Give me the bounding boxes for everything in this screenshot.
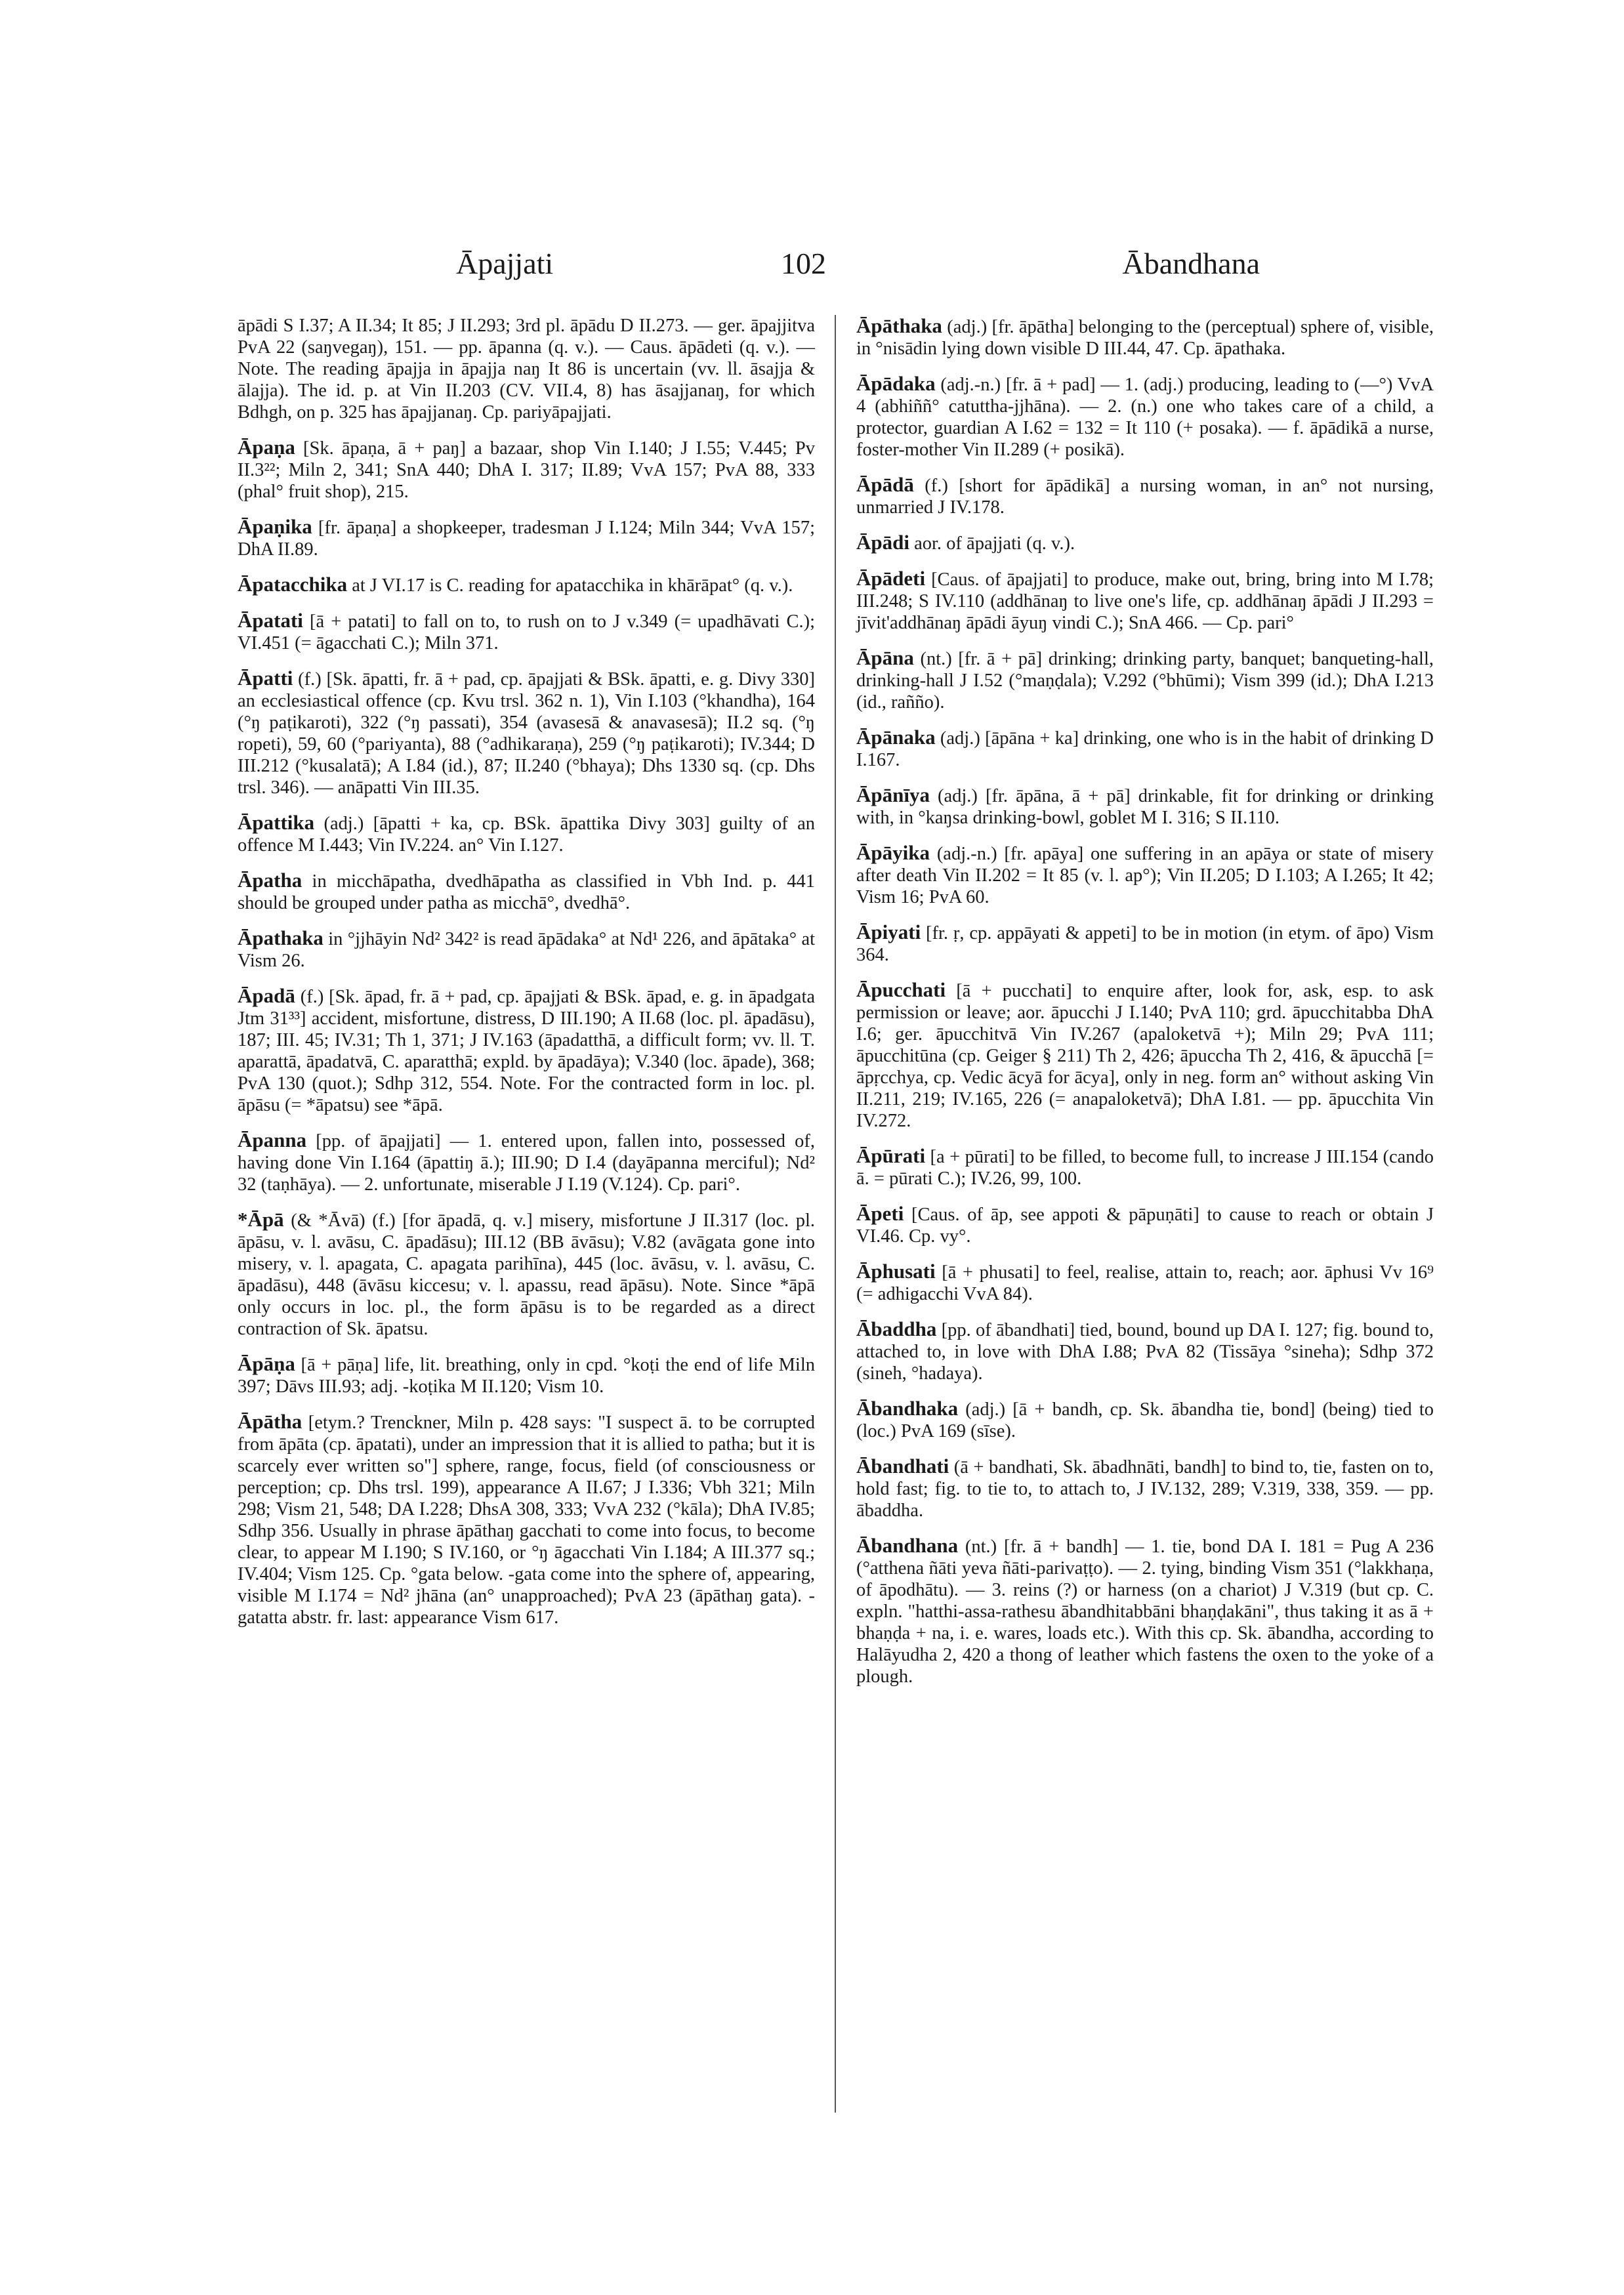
entry-text: (adj.-n.) [fr. ā + pad] — 1. (adj.) producing, leading to (—°) VvA 4 (abhiññ° catuttha-jjhāna). — 2. (n.) one who takes care of a child, a protector, guardian A I.62 = 132 = It 110 (+ posaka). — f. āpādikā a nurse, foster-mother Vin II.289 (+ posikā).	[856, 375, 1434, 460]
entry-text: (adj.) [ā + bandh, cp. Sk. ābandha tie, bond] (being) tied to (loc.) PvA 169 (sīse).	[856, 1399, 1434, 1441]
dictionary-entry	[238, 573, 815, 596]
dictionary-entry	[238, 1129, 815, 1195]
dictionary-entry	[856, 1535, 1434, 1687]
dictionary-entry	[238, 436, 815, 503]
entry-headword: Āpūrati	[856, 1144, 926, 1167]
dictionary-entry	[238, 869, 815, 914]
left-column	[238, 315, 815, 1642]
entry-text: aor. of āpajjati (q. v.).	[914, 533, 1075, 554]
entry-text: (adj.-n.) [fr. apāya] one suffering in an apāya or state of misery after death Vin II.202 = It 85 (v. l. ap°); Vin II.205; D I.103; A I.265; It 42; Vism 16; PvA 60.	[856, 844, 1434, 907]
entry-text: [Caus. of āpajjati] to produce, make out, bring, bring into M I.78; III.248; S IV.110 (addhānaŋ to live one's life, cp. addhānaŋ āpādi J II.293 = jīvit'addhānaŋ āpādi āyuŋ vindi C.); SnA 466. — Cp. pari°	[856, 569, 1434, 633]
dictionary-entry	[238, 315, 815, 423]
entry-text: (adj.) [āpāna + ka] drinking, one who is in the habit of drinking D I.167.	[856, 728, 1434, 770]
entry-headword: Āpādeti	[856, 567, 926, 590]
entry-text: (nt.) [fr. ā + pā] drinking; drinking party, banquet; banqueting-hall, drinking-hall J I.52 (°maṇḍala); V.292 (°bhūmi); Vism 399 (id.); DhA I.213 (id., rañño).	[856, 649, 1434, 713]
dictionary-entry	[856, 1318, 1434, 1384]
dictionary-entry	[238, 516, 815, 560]
dictionary-entry	[856, 1260, 1434, 1305]
dictionary-entry	[238, 667, 815, 798]
dictionary-entry	[856, 921, 1434, 966]
entry-headword: Āpattika	[238, 811, 315, 834]
dictionary-entry	[856, 1455, 1434, 1521]
entry-headword: Āpatha	[238, 869, 302, 892]
entry-text: [ā + patati] to fall on to, to rush on to J v.349 (= upadhāvati C.); VI.451 (= āgacchati C.); Miln 371.	[238, 611, 815, 653]
entry-headword: Āpāṇa	[238, 1352, 295, 1375]
entry-headword: Āpānaka	[856, 726, 936, 749]
entry-headword: Āpadā	[238, 984, 295, 1007]
dictionary-entry	[238, 812, 815, 856]
entry-text: [fr. āpaṇa] a shopkeeper, tradesman J I.124; Miln 344; VvA 157; DhA II.89.	[238, 518, 816, 560]
entry-text: (& *Āvā) (f.) [for āpadā, q. v.] misery, misfortune J II.317 (loc. pl. āpāsu, v. l. avāsu, C. āpadāsu); III.12 (BB āvāsu); V.82 (avāgata gone into misery, v. l. apagata, C. apagata parihīna), 445 (loc. āvāsu, v. l. avāsu, C. āpadāsu), 448 (āvāsu kiccesu; v. l. apassu, read āpāsu). Note. Since *āpā only occurs in loc. pl., the form āpāsu is to be regarded as a direct contraction of Sk. āpatsu.	[238, 1210, 815, 1339]
entry-headword: Āpāthaka	[856, 314, 942, 337]
entry-headword: Āpādi	[856, 531, 909, 554]
entry-text: (adj.) [āpatti + ka, cp. BSk. āpattika Divy 303] guilty of an offence M I.443; Vin IV.224. an° Vin I.127.	[238, 814, 816, 856]
entry-text: (f.) [Sk. āpatti, fr. ā + pad, cp. āpajjati & BSk. āpatti, e. g. Divy 330] an ecclesiastical offence (cp. Kvu trsl. 362 n. 1), Vin I.103 (°khandha), 164 (°ŋ paṭikaroti), 322 (°ŋ passati), 354 (avasesā & anavasesā); II.2 sq. (°ŋ ropeti), 59, 60 (°pariyanta), 88 (°adhikaraṇa), 259 (°ŋ paṭikaroti); IV.344; D III.212 (°kusalatā); A I.84 (id.), 87; II.240 (°bhaya); Dhs 1330 sq. (cp. Dhs trsl. 346). — anāpatti Vin III.35.	[238, 669, 815, 798]
header-left-guideword: Āpajjati	[456, 247, 554, 280]
dictionary-entry	[856, 842, 1434, 908]
dictionary-entry	[238, 1353, 815, 1397]
dictionary-entry	[856, 373, 1434, 461]
entry-text: in °jjhāyin Nd² 342² is read āpādaka° at Nd¹ 226, and āpātaka° at Vism 26.	[238, 929, 816, 971]
entry-text: in micchāpatha, dvedhāpatha as classified in Vbh Ind. p. 441 should be grouped under patha as micchā°, dvedhā°.	[238, 871, 816, 913]
entry-text: (ā + bandhati, Sk. ābadhnāti, bandh] to bind to, tie, fasten on to, hold fast; fig. to tie to, to attach to, J IV.132, 289; V.319, 338, 359. — pp. ābaddha.	[856, 1457, 1434, 1521]
entry-headword: Ābandhaka	[856, 1397, 959, 1420]
entry-text: āpādi S I.37; A II.34; It 85; J II.293; 3rd pl. āpādu D II.273. — ger. āpajjitva PvA 22 (saŋvegaŋ), 151. — pp. āpanna (q. v.). — Caus. āpādeti (q. v.). — Note. The reading āpajja in āpajja naŋ It 86 is uncertain (vv. ll. āsajja & ālajja). The id. p. at Vin II.203 (CV. VII.4, 8) has āsajjanaŋ, for which Bdhgh, on p. 325 has āpajjanaŋ. Cp. pariyāpajjati.	[238, 316, 815, 423]
entry-headword: Āpeti	[856, 1202, 904, 1225]
entry-headword: Āpathaka	[238, 926, 323, 949]
dictionary-entry	[856, 979, 1434, 1132]
entry-headword: Āpānīya	[856, 783, 930, 806]
entry-text: (adj.) [fr. āpāna, ā + pā] drinkable, fit for drinking or drinking with, in °kaŋsa drinking-bowl, goblet M I. 316; S II.110.	[856, 786, 1434, 828]
entry-text: [ā + pāṇa] life, lit. breathing, only in cpd. °koṭi the end of life Miln 397; Dāvs III.93; adj. -koṭika M II.120; Vism 10.	[238, 1355, 816, 1397]
entry-headword: Āpāyika	[856, 841, 930, 864]
dictionary-entry	[238, 1209, 815, 1340]
dictionary-entry	[856, 647, 1434, 713]
entry-text: [etym.? Trenckner, Miln p. 428 says: "I suspect ā. to be corrupted from āpāta (cp. āpatati), under an impression that it is allied to patha; but it is scarcely ever written so"] sphere, range, focus, field (of consciousness or perception; cp. Dhs trsl. 199), appearance A II.67; J I.336; Vbh 321; Miln 298; Vism 21, 548; DA I.228; DhsA 308, 333; VvA 232 (°kāla); DhA IV.85; Sdhp 356. Usually in phrase āpāthaŋ gacchati to come into focus, to become clear, to appear M I.190; S IV.160, or °ŋ āgacchati Vin I.184; A III.377 sq.; IV.404; Vism 125. Cp. °gata below. -gata come into the sphere of, appearing, visible M I.174 = Nd² jhāna (an° unapproached); PvA 23 (āpāthaŋ gata). -gatatta abstr. fr. last: appearance Vism 617.	[238, 1413, 815, 1628]
dictionary-entry	[856, 784, 1434, 829]
entry-text: [fr. ṛ, cp. appāyati & appeti] to be in motion (in etym. of āpo) Vism 364.	[856, 923, 1434, 965]
entry-headword: Ābandhana	[856, 1534, 959, 1557]
dictionary-entry	[856, 1397, 1434, 1442]
dictionary-entry	[856, 474, 1434, 518]
page-number: 102	[781, 247, 826, 280]
dictionary-entry	[238, 985, 815, 1116]
dictionary-entry	[856, 1203, 1434, 1247]
entry-headword: Āphusati	[856, 1260, 936, 1283]
entry-headword: Āpāna	[856, 646, 914, 669]
entry-headword: Āpiyati	[856, 920, 921, 943]
dictionary-entry	[856, 531, 1434, 554]
dictionary-entry	[856, 315, 1434, 360]
entry-headword: *Āpā	[238, 1208, 284, 1231]
entry-text: [Sk. āpaṇa, ā + paŋ] a bazaar, shop Vin I.140; J I.55; V.445; Pv II.3²²; Miln 2, 341; SnA 440; DhA I. 317; II.89; VvA 157; PvA 88, 333 (phal° fruit shop), 215.	[238, 438, 815, 502]
right-column	[856, 315, 1434, 1701]
entry-headword: Āpaṇa	[238, 436, 295, 459]
entry-headword: Āpatacchika	[238, 573, 348, 596]
entry-text: [Caus. of āp, see appoti & pāpuṇāti] to cause to reach or obtain J VI.46. Cp. vy°.	[856, 1205, 1434, 1247]
entry-headword: Āpādaka	[856, 372, 936, 395]
entry-text: [pp. of āpajjati] — 1. entered upon, fallen into, possessed of, having done Vin I.164 (āpattiŋ ā.); III.90; D I.4 (dayāpanna merciful); Nd² 32 (taṇhāya). — 2. unfortunate, miserable J I.19 (V.124). Cp. pari°.	[238, 1131, 815, 1195]
entry-text: at J VI.17 is C. reading for apatacchika in khārāpat° (q. v.).	[352, 575, 793, 596]
entry-headword: Āpātha	[238, 1410, 302, 1433]
entry-text: (f.) [Sk. āpad, fr. ā + pad, cp. āpajjati & BSk. āpad, e. g. in āpadgata Jtm 31³³] accident, misfortune, distress, D III.190; A II.68 (loc. pl. āpadāsu), 187; III. 45; IV.31; Th 1, 371; J IV.163 (āpadatthā, a difficult form; vv. ll. T. aparattā, āpadatvā, C. aparatthā; expld. by āpadāya); V.340 (loc. āpade), 368; PvA 130 (quot.); Sdhp 312, 554. Note. For the contracted form in loc. pl. āpāsu (= *āpatsu) see *āpā.	[238, 987, 816, 1115]
running-header	[230, 246, 1417, 299]
entry-text: [pp. of ābandhati] tied, bound, bound up DA I. 127; fig. bound to, attached to, in love with DhA I.88; PvA 82 (Tissāya °sineha); Sdhp 372 (sineh, °hadaya).	[856, 1320, 1434, 1384]
entry-text: (adj.) [fr. āpātha] belonging to the (perceptual) sphere of, visible, in °nisādin lying down visible D III.44, 47. Cp. āpathaka.	[856, 317, 1434, 359]
entry-text: [ā + pucchati] to enquire after, look for, ask, esp. to ask permission or leave; aor. āpucchi J I.140; PvA 110; grd. āpucchitabba DhA I.6; ger. āpucchitvā Vin IV.267 (apaloketvā +); Miln 29; PvA 111; āpucchitūna (cp. Geiger § 211) Th 2, 426; āpuccha Th 2, 416, & āpucchā [= āpṛcchya, cp. Vedic ācyā for ācya], only in neg. form an° without asking Vin II.211, 219; IV.165, 226 (= anapaloketvā); DhA I.81. — pp. āpucchita Vin IV.272.	[856, 981, 1434, 1131]
header-right-guideword: Ābandhana	[1122, 247, 1260, 280]
dictionary-entry	[856, 726, 1434, 771]
entry-headword: Āpanna	[238, 1128, 307, 1151]
dictionary-entry	[238, 927, 815, 972]
entry-text: [a + pūrati] to be filled, to become full, to increase J III.154 (cando ā. = pūrati C.); IV.26, 99, 100.	[856, 1147, 1434, 1189]
column-divider	[835, 315, 836, 2113]
dictionary-entry	[238, 1411, 815, 1628]
entry-text: (f.) [short for āpādikā] a nursing woman, in an° not nursing, unmarried J IV.178.	[856, 476, 1434, 518]
entry-headword: Ābandhati	[856, 1455, 949, 1478]
entry-headword: Āpatati	[238, 609, 303, 632]
entry-text: [ā + phusati] to feel, realise, attain to, reach; aor. āphusi Vv 16⁹ (= adhigacchi VvA 84).	[856, 1262, 1434, 1304]
entry-headword: Āpaṇika	[238, 515, 312, 538]
dictionary-entry	[856, 1145, 1434, 1189]
dictionary-entry	[856, 568, 1434, 634]
entry-headword: Ābaddha	[856, 1317, 937, 1340]
dictionary-entry	[238, 610, 815, 654]
entry-headword: Āpatti	[238, 667, 293, 690]
entry-headword: Āpādā	[856, 473, 914, 496]
entry-text: (nt.) [fr. ā + bandh] — 1. tie, bond DA I. 181 = Pug A 236 (°atthena ñāti yeva ñāti-parivaṭṭo). — 2. tying, binding Vism 351 (°lakkhaṇa, of āpodhātu). — 3. reins (?) or harness (on a chariot) J V.319 (but cp. C. expln. "hatthi-assa-rathesu ābandhitabbāni bhaṇḍakāni", thus taking it as ā + bhaṇḍa + na, i. e. wares, loads etc.). With this cp. Sk. ābandha, according to Halāyudha 2, 420 a thong of leather which fastens the oxen to the yoke of a plough.	[856, 1537, 1434, 1687]
entry-headword: Āpucchati	[856, 978, 946, 1001]
